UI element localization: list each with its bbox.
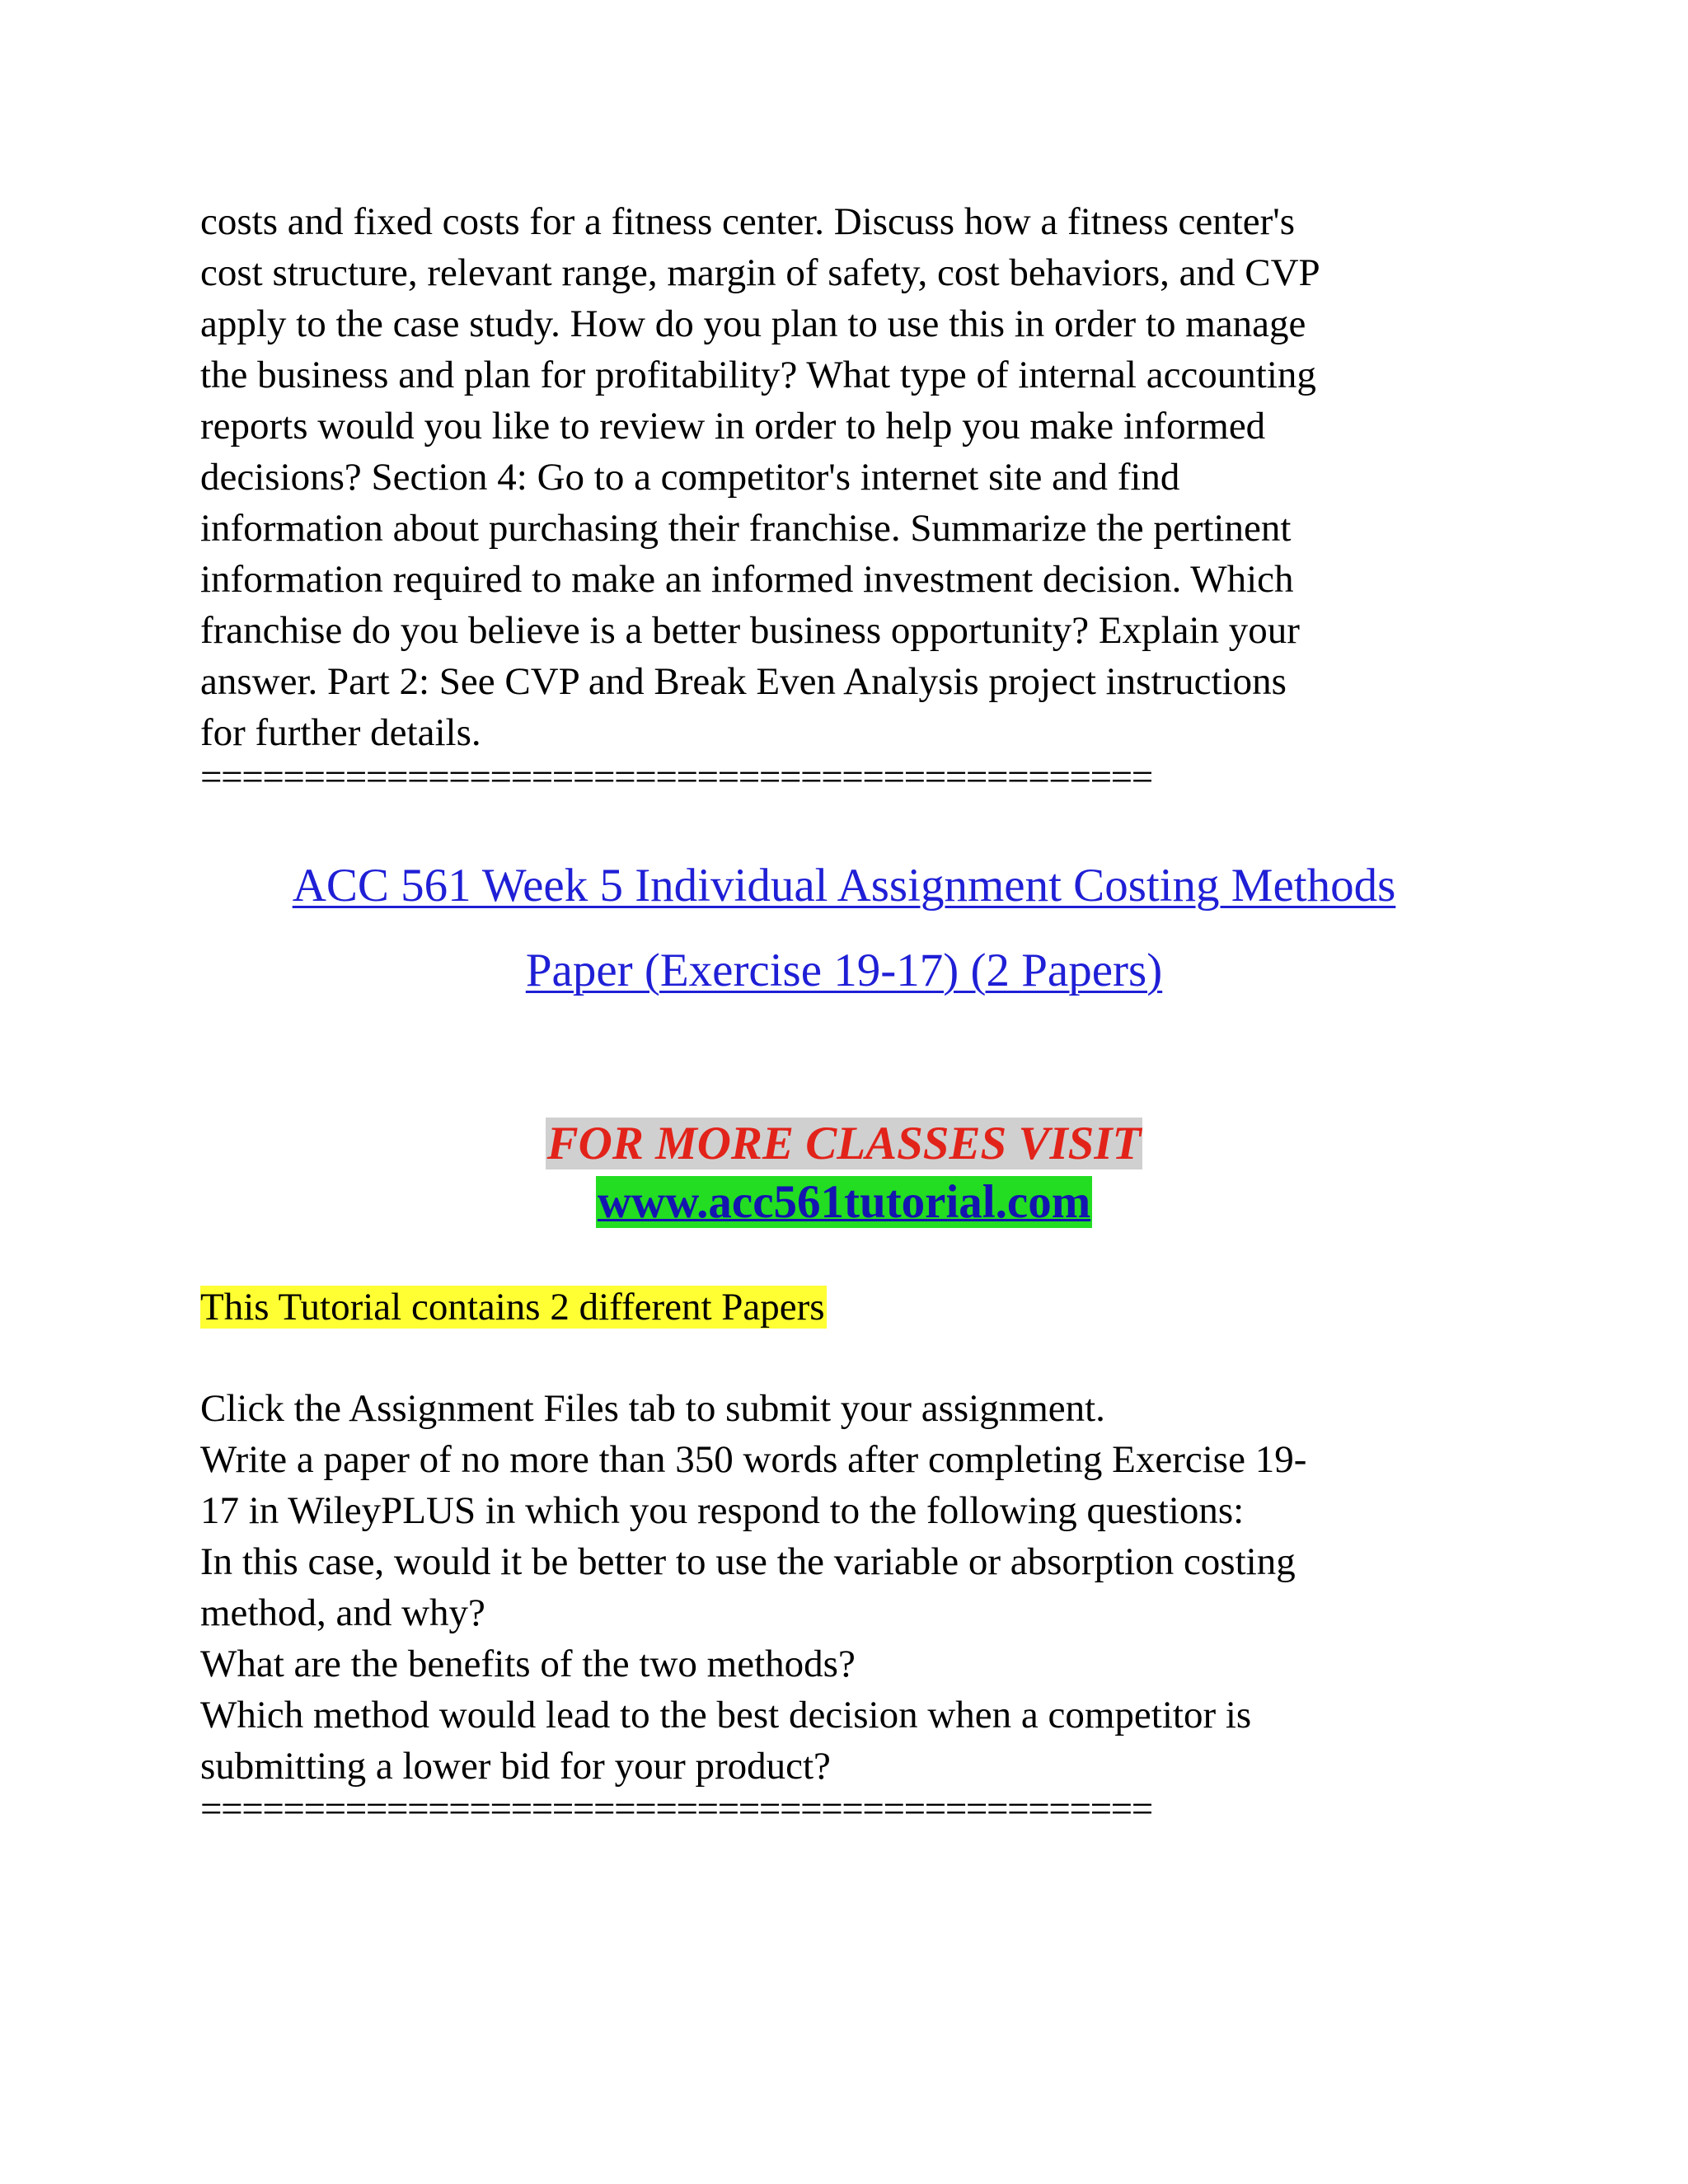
separator-line: ============================================== xyxy=(200,756,1152,799)
instruction-line: Which method would lead to the best decision when a competitor is xyxy=(200,1694,1252,1736)
separator-line: ============================================== xyxy=(200,1788,1152,1830)
intro-line: answer. Part 2: See CVP and Break Even Analysis project instructions xyxy=(200,660,1287,703)
intro-line: for further details. xyxy=(200,711,481,754)
instruction-line: Click the Assignment Files tab to submit your assignment. xyxy=(200,1387,1105,1430)
intro-line: information required to make an informed investment decision. Which xyxy=(200,558,1294,601)
promo-visit-text: FOR MORE CLASSES VISIT xyxy=(546,1118,1142,1169)
intro-line: the business and plan for profitability? What type of internal accounting xyxy=(200,354,1316,396)
intro-line: information about purchasing their franchise. Summarize the pertinent xyxy=(200,507,1292,550)
promo-visit-banner xyxy=(0,1115,1688,1173)
intro-line: cost structure, relevant range, margin of safety, cost behaviors, and CVP xyxy=(200,251,1320,294)
instruction-line: submitting a lower bid for your product? xyxy=(200,1745,831,1788)
intro-line: decisions? Section 4: Go to a competitor's internet site and find xyxy=(200,456,1180,499)
promo-url-banner xyxy=(0,1174,1688,1231)
instruction-line: Write a paper of no more than 350 words after completing Exercise 19- xyxy=(200,1438,1307,1481)
intro-line: costs and fixed costs for a fitness center. Discuss how a fitness center's xyxy=(200,200,1296,243)
instruction-line: What are the benefits of the two methods? xyxy=(200,1643,856,1685)
promo-url-link[interactable]: www.acc561tutorial.com xyxy=(597,1176,1091,1228)
intro-line: apply to the case study. How do you plan to use this in order to manage xyxy=(200,302,1306,345)
tutorial-note xyxy=(200,1282,827,1333)
intro-paragraph xyxy=(200,196,1486,758)
assignment-title-link[interactable]: ACC 561 Week 5 Individual Assignment Costing Methods xyxy=(292,860,1396,912)
instruction-line: In this case, would it be better to use the variable or absorption costing xyxy=(200,1540,1296,1583)
intro-line: reports would you like to review in order to help you make informed xyxy=(200,405,1266,448)
intro-line: franchise do you believe is a better business opportunity? Explain your xyxy=(200,609,1300,652)
tutorial-note-text: This Tutorial contains 2 different Papers xyxy=(200,1286,825,1329)
instructions-paragraph xyxy=(200,1383,1486,1792)
instruction-line: method, and why? xyxy=(200,1591,485,1634)
assignment-title-link[interactable]: Paper (Exercise 19-17) (2 Papers) xyxy=(525,944,1163,996)
instruction-line: 17 in WileyPLUS in which you respond to the following questions: xyxy=(200,1489,1245,1532)
